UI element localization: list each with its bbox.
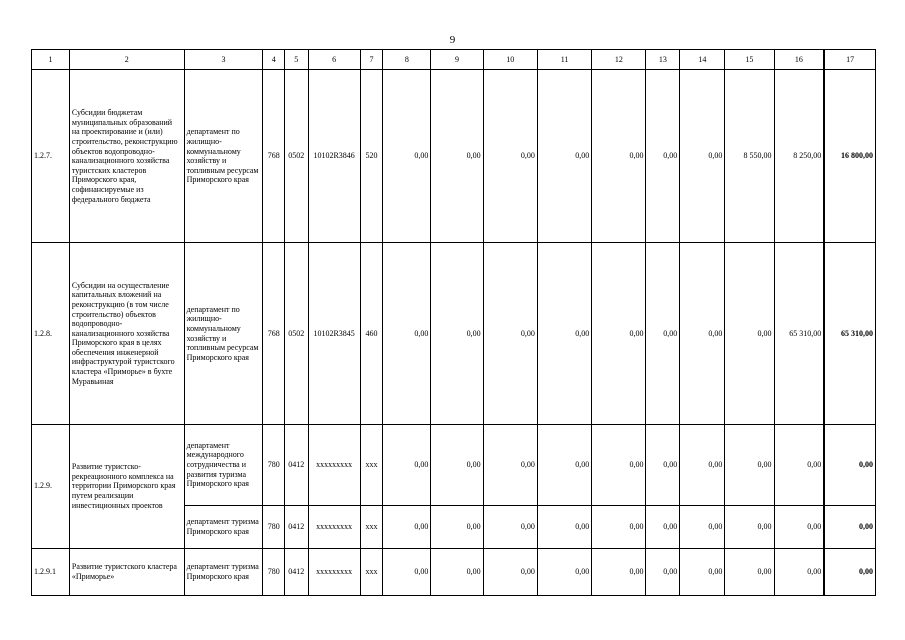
cell-value: 0,00 (680, 505, 725, 548)
cell-value: 0,00 (383, 70, 431, 243)
header-cell: 5 (284, 50, 308, 70)
cell-value: 0,00 (646, 505, 680, 548)
cell-total: 0,00 (824, 424, 875, 505)
cell-section: 0412 (284, 505, 308, 548)
row-number: 1.2.9.1 (32, 548, 70, 595)
cell-value: 0,00 (483, 548, 537, 595)
cell-target: 10102R3846 (308, 70, 360, 243)
executor: департамент по жилищно-коммунальному хозяйству и топливным ресурсам Приморского края (184, 243, 263, 424)
cell-value: 0,00 (537, 505, 591, 548)
header-cell: 15 (725, 50, 774, 70)
cell-value: 0,00 (646, 243, 680, 424)
cell-value: 0,00 (431, 70, 483, 243)
cell-value: 0,00 (431, 505, 483, 548)
cell-value: 0,00 (383, 424, 431, 505)
row-number: 1.2.7. (32, 70, 70, 243)
cell-grbs: 780 (263, 505, 285, 548)
cell-section: 0502 (284, 243, 308, 424)
cell-section: 0412 (284, 424, 308, 505)
executor: департамент туризма Приморского края (184, 505, 263, 548)
header-cell: 14 (680, 50, 725, 70)
measure-name: Развитие туристского кластера «Приморье» (69, 548, 184, 595)
cell-value: 0,00 (592, 424, 646, 505)
cell-value: 0,00 (537, 548, 591, 595)
cell-section: 0502 (284, 70, 308, 243)
row-number: 1.2.8. (32, 243, 70, 424)
cell-grbs: 768 (263, 243, 285, 424)
cell-value: 0,00 (774, 548, 824, 595)
cell-value: 0,00 (774, 424, 824, 505)
header-cell: 9 (431, 50, 483, 70)
budget-table (31, 49, 876, 596)
cell-value: 0,00 (680, 70, 725, 243)
cell-total: 65 310,00 (824, 243, 875, 424)
cell-value: 0,00 (646, 424, 680, 505)
cell-value: 0,00 (680, 424, 725, 505)
executor: департамент международного сотрудничества и развития туризма Приморского края (184, 424, 263, 505)
cell-value: 0,00 (537, 424, 591, 505)
cell-value: 0,00 (646, 548, 680, 595)
cell-value: 0,00 (537, 243, 591, 424)
header-cell: 1 (32, 50, 70, 70)
header-cell: 2 (69, 50, 184, 70)
cell-value: 0,00 (646, 70, 680, 243)
cell-grbs: 768 (263, 70, 285, 243)
cell-value: 0,00 (431, 548, 483, 595)
cell-section: 0412 (284, 548, 308, 595)
cell-value: 0,00 (383, 548, 431, 595)
cell-value: 0,00 (680, 548, 725, 595)
cell-grbs: 780 (263, 548, 285, 595)
page-number: 9 (449, 34, 456, 46)
header-cell: 8 (383, 50, 431, 70)
cell-target: 10102R3845 (308, 243, 360, 424)
cell-value: 0,00 (725, 548, 774, 595)
cell-total: 0,00 (824, 548, 875, 595)
cell-grbs: 780 (263, 424, 285, 505)
measure-name: Субсидии на осуществление капитальных вложений на реконструкцию (в том числе строительство) объектов водопроводно-канализационного хозяйства Приморского края в целях обеспечения инженерной инфраструктурой туристского кластера «Приморье» в бухте Муравьиная (69, 243, 184, 424)
cell-expense-type: xxx (360, 548, 383, 595)
cell-value: 0,00 (383, 243, 431, 424)
header-cell: 10 (483, 50, 537, 70)
cell-value: 0,00 (680, 243, 725, 424)
cell-value: 8 550,00 (725, 70, 774, 243)
cell-value: 0,00 (383, 505, 431, 548)
header-cell: 16 (774, 50, 824, 70)
cell-value: 0,00 (592, 243, 646, 424)
header-cell: 6 (308, 50, 360, 70)
header-cell: 7 (360, 50, 383, 70)
cell-total: 0,00 (824, 505, 875, 548)
cell-expense-type: xxx (360, 505, 383, 548)
cell-value: 65 310,00 (774, 243, 824, 424)
header-cell: 17 (824, 50, 875, 70)
header-row (32, 50, 876, 70)
header-cell: 13 (646, 50, 680, 70)
cell-value: 0,00 (431, 424, 483, 505)
cell-target: xxxxxxxxx (308, 424, 360, 505)
cell-value: 0,00 (483, 70, 537, 243)
header-cell: 4 (263, 50, 285, 70)
measure-name: Развитие туристско-рекреационного комплекса на территории Приморского края путем реализации инвестиционных проектов (69, 424, 184, 548)
measure-name: Субсидии бюджетам муниципальных образований на проектирование и (или) строительство, реконструкцию объектов водопроводно-канализационного хозяйства туристских кластеров Приморского края, софинансируемые из федерального бюджета (69, 70, 184, 243)
header-cell: 11 (537, 50, 591, 70)
row-number: 1.2.9. (32, 424, 70, 548)
table-row (32, 243, 876, 424)
cell-value: 0,00 (592, 505, 646, 548)
header-cell: 12 (592, 50, 646, 70)
cell-expense-type: 460 (360, 243, 383, 424)
cell-value: 0,00 (431, 243, 483, 424)
cell-target: xxxxxxxxx (308, 548, 360, 595)
cell-value: 0,00 (483, 505, 537, 548)
table-row (32, 548, 876, 595)
table-row (32, 424, 876, 505)
cell-expense-type: 520 (360, 70, 383, 243)
cell-value: 0,00 (774, 505, 824, 548)
cell-expense-type: xxx (360, 424, 383, 505)
cell-total: 16 800,00 (824, 70, 875, 243)
cell-value: 8 250,00 (774, 70, 824, 243)
cell-value: 0,00 (537, 70, 591, 243)
table-row (32, 70, 876, 243)
cell-value: 0,00 (483, 243, 537, 424)
header-cell: 3 (184, 50, 263, 70)
executor: департамент туризма Приморского края (184, 548, 263, 595)
cell-value: 0,00 (592, 70, 646, 243)
cell-target: xxxxxxxxx (308, 505, 360, 548)
cell-value: 0,00 (592, 548, 646, 595)
executor: департамент по жилищно-коммунальному хозяйству и топливным ресурсам Приморского края (184, 70, 263, 243)
cell-value: 0,00 (725, 424, 774, 505)
cell-value: 0,00 (725, 505, 774, 548)
cell-value: 0,00 (483, 424, 537, 505)
cell-value: 0,00 (725, 243, 774, 424)
